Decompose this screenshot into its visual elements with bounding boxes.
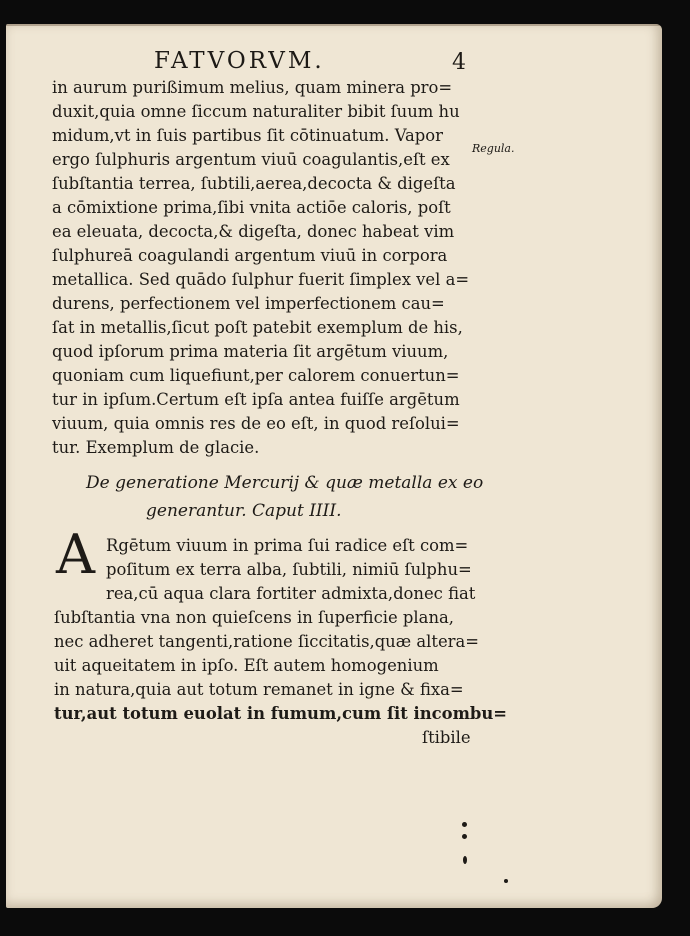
text-line: duxit,quia omne ſiccum naturaliter bibit ſuum hu (52, 102, 460, 121)
text-line: Rgētum viuum in prima ſui radice eſt com= (106, 536, 469, 555)
text-line: quod ipſorum prima materia ſit argētum viuum, (52, 342, 449, 361)
margin-note: Regula. (472, 142, 515, 155)
text-line: tur. Exemplum de glacie. (52, 438, 260, 457)
ink-mark (504, 879, 508, 883)
text-line: tur in ipſum.Certum eſt ipſa antea fuiſſe argētum (52, 390, 460, 409)
text-line: quoniam cum liquefiunt,per calorem conuertun= (52, 366, 460, 385)
text-line: durens, perfectionem vel imperfectionem cau= (52, 294, 445, 313)
text-line: in natura,quia aut totum remanet in igne & fixa= (54, 680, 464, 699)
text-line: ea eleuata, decocta,& digeſta, donec habeat vim (52, 222, 455, 241)
text-line: a cōmixtione prima,ſibi vnita actiōe caloris, poſt (52, 198, 451, 217)
text-line: ſubſtantia terrea, ſubtili,aerea,decocta & digeſta (52, 174, 456, 193)
page-top-edge (6, 24, 662, 26)
text-line: in aurum purißimum melius, quam minera pro= (52, 78, 453, 97)
text-line: ergo ſulphuris argentum viuū coagulantis,eſt ex (52, 150, 450, 169)
text-line: ſulphureā coagulandi argentum viuū in corpora (52, 246, 448, 265)
text-line: poſitum ex terra alba, ſubtili, nimiū ſulphu= (106, 560, 472, 579)
ink-mark (462, 822, 467, 827)
text-line: tur,aut totum euolat in fumum,cum ſit incombu= (54, 704, 508, 723)
text-line: rea,cū aqua clara fortiter admixta,donec fiat (106, 584, 476, 603)
text-line: midum,vt in ſuis partibus ſit cōtinuatum. Vapor (52, 126, 444, 145)
running-head: FATVORVM. (154, 48, 325, 74)
text-line: ſubſtantia vna non quieſcens in ſuperficie plana, (54, 608, 454, 627)
ink-mark (462, 834, 467, 839)
text-line: viuum, quia omnis res de eo eſt, in quod reſolui= (52, 414, 460, 433)
text-line: nec adheret tangenti,ratione ſiccitatis,quæ altera= (54, 632, 479, 651)
book-page (6, 24, 662, 908)
drop-cap-initial: A (56, 523, 95, 586)
chapter-heading-line-1: De generatione Mercurij & quæ metalla ex eo (86, 473, 484, 493)
catchword: ſtibile (422, 728, 471, 747)
text-line: ſat in metallis,ſicut poſt patebit exemplum de his, (52, 318, 463, 337)
chapter-heading-line-2: generantur. Caput IIII. (146, 501, 342, 521)
text-line: metallica. Sed quādo ſulphur fuerit ſimplex vel a= (52, 270, 470, 289)
ink-mark (463, 856, 467, 864)
folio-number: 4 (452, 50, 466, 75)
text-line: uit aqueitatem in ipſo. Eſt autem homogenium (54, 656, 439, 675)
